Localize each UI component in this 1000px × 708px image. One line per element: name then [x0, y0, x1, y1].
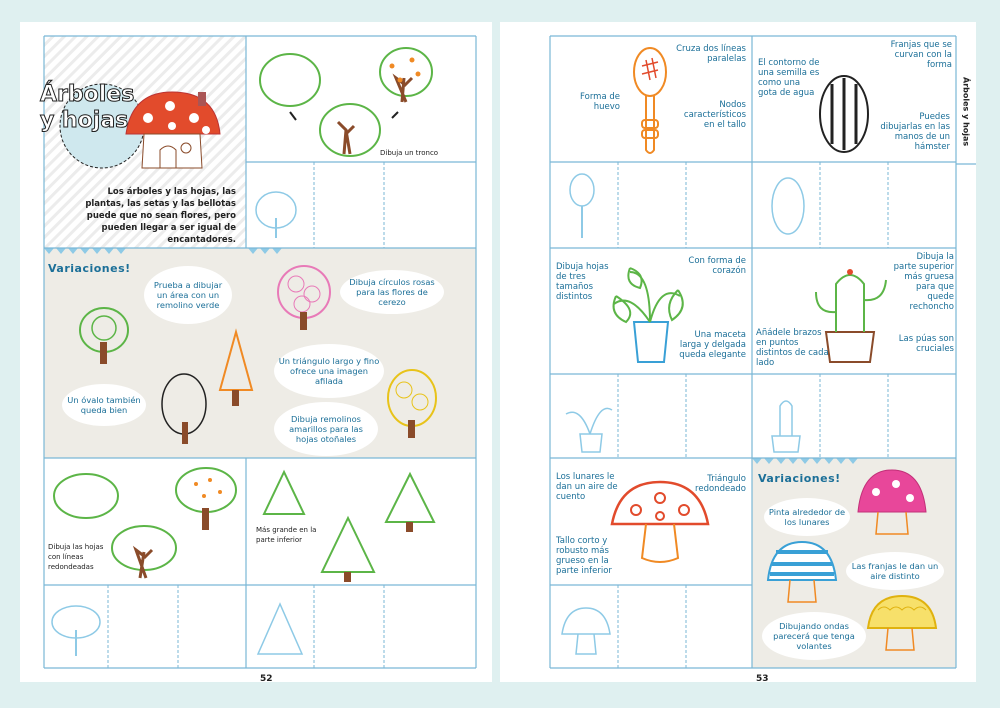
spoon-annotation-1: Cruza dos líneas paralelas	[676, 44, 746, 64]
mushroom-annotation-2: Triángulo redondeado	[695, 474, 746, 494]
cactus-annotation-1: Dibuja la parte superior más gruesa para que quede rechoncho	[893, 252, 954, 312]
plant-annotation-3: Una maceta larga y delgada queda elegante	[679, 330, 746, 360]
seed-annotation-3: Puedes dibujarlas en las manos de un hámster	[880, 112, 950, 152]
left-variation-5: Dibuja remolinos amarillos para las hojas otoñales	[274, 402, 378, 456]
spoon-annotation-3: Nodos característicos en el tallo	[683, 100, 746, 130]
intro-title	[40, 82, 134, 134]
spoon-annotation-2: Forma de huevo	[580, 92, 620, 112]
side-tab	[958, 62, 974, 162]
right-variation-2: Las franjas le dan un aire distinto	[846, 552, 944, 590]
left-variation-1: Prueba a dibujar un área con un remolino verde	[144, 266, 232, 324]
cactus-annotation-3: Las púas son cruciales	[898, 334, 954, 354]
cactus-annotation-2: Añádele brazos en puntos distintos de cada lado	[756, 328, 829, 368]
left-variation-3: Un triángulo largo y fino ofrece una imagen afilada	[274, 344, 384, 398]
plant-annotation-1: Dibuja hojas de tres tamaños distintos	[556, 262, 609, 302]
pine-note: Más grande en la parte inferior	[256, 526, 317, 544]
page-number-left: 52	[260, 674, 273, 684]
left-page	[20, 22, 492, 682]
left-variation-4: Un óvalo también queda bien	[62, 384, 146, 426]
right-page	[500, 22, 976, 682]
mushroom-annotation-3: Tallo corto y robusto más grueso en la parte inferior	[556, 536, 612, 576]
seed-annotation-2: Franjas que se curvan con la forma	[890, 40, 952, 70]
leaves-note: Dibuja las hojas con líneas redondeadas	[48, 543, 104, 571]
right-variations-title: Variaciones!	[758, 472, 841, 485]
intro-title-line2: y hojas	[40, 108, 129, 133]
side-tab-label: Árboles y hojas	[961, 77, 971, 147]
left-variations-title: Variaciones!	[48, 262, 131, 275]
right-variation-3: Dibujando ondas parecerá que tenga volantes	[762, 612, 866, 660]
intro-body: Los árboles y las hojas, las plantas, las setas y las bellotas puede que no sean flores, pero pueden llegar a ser igual de encantadores.	[85, 187, 236, 245]
mushroom-annotation-1: Los lunares le dan un aire de cuento	[556, 472, 618, 502]
intro-title-line1: Árboles	[40, 82, 135, 107]
left-variation-2: Dibuja círculos rosas para las flores de cerezo	[340, 270, 444, 314]
trunk-note: Dibuja un tronco	[380, 149, 439, 157]
plant-annotation-2: Con forma de corazón	[688, 256, 746, 276]
seed-annotation-1: El contorno de una semilla es como una gota de agua	[758, 58, 820, 98]
page-number-right: 53	[756, 674, 769, 684]
right-variation-1: Pinta alrededor de los lunares	[764, 498, 850, 536]
